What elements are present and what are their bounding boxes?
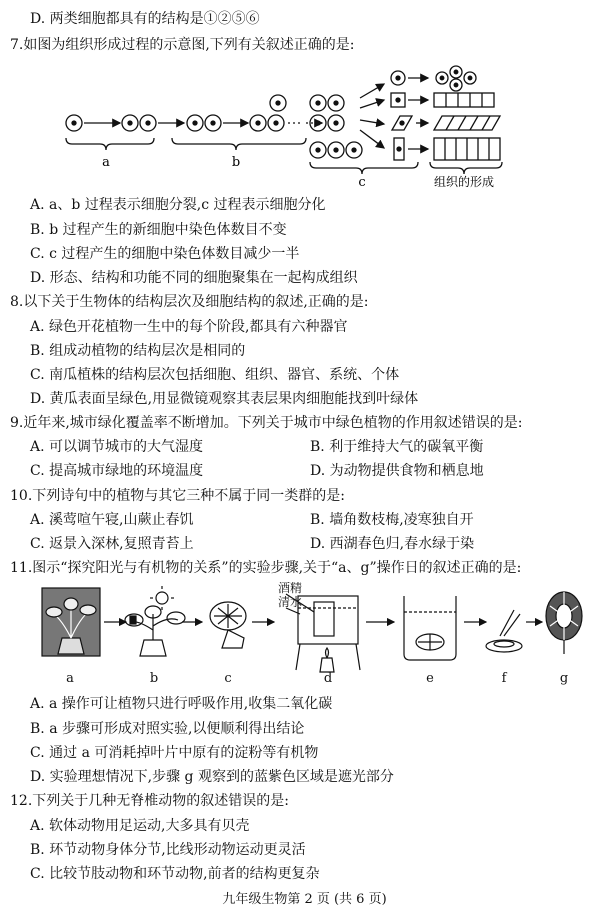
q10-option-c: C. 返景入深林,复照青苔上: [30, 536, 194, 552]
q12-option-c: C. 比较节肢动物和环节动物,前者的结构更复杂: [30, 866, 320, 882]
q11-step-a: a: [66, 671, 74, 686]
q12-option-a: A. 软体动物用足运动,大多具有贝壳: [30, 818, 250, 834]
q9-option-c: C. 提高城市绿地的环境温度: [30, 463, 204, 479]
q11-step-e: e: [426, 671, 434, 686]
q7-stem: 7.如图为组织形成过程的示意图,下列有关叙述正确的是:: [10, 37, 355, 53]
q10-option-a: A. 溪莺喧午寝,山蕨止春饥: [30, 512, 194, 528]
q11-step-b: b: [149, 671, 159, 686]
q11-experiment-figure: [30, 582, 590, 686]
q11-step-g: g: [559, 671, 569, 686]
q11-step-d: d: [323, 671, 333, 686]
q12-option-b: B. 环节动物身体分节,比线形动物运动更灵活: [30, 842, 306, 858]
q11-option-a: A. a 操作可让植物只进行呼吸作用,收集二氧化碳: [30, 696, 333, 712]
page-footer: 九年级生物第 2 页 (共 6 页): [222, 892, 387, 907]
q11-label-water: 清水: [278, 595, 303, 609]
q8-option-c: C. 南瓜植株的结构层次包括细胞、组织、器官、系统、个体: [30, 367, 400, 383]
q11-step-c: c: [224, 671, 232, 686]
q7-option-b: B. b 过程产生的新细胞中染色体数目不变: [30, 222, 287, 238]
q7-label-a: a: [102, 155, 110, 170]
q9-option-d: D. 为动物提供食物和栖息地: [310, 463, 484, 479]
q8-option-a: A. 绿色开花植物一生中的每个阶段,都具有六种器官: [30, 319, 348, 335]
q7-label-c: c: [358, 175, 366, 188]
q10-option-d: D. 西湖春色归,春水绿于染: [310, 536, 475, 552]
q7-option-a: A. a、b 过程表示细胞分裂,c 过程表示细胞分化: [30, 197, 326, 213]
q7-label-tissue: 组织的形成: [433, 175, 495, 188]
q7-label-b: b: [231, 155, 241, 170]
q11-label-alcohol: 酒精: [278, 582, 303, 595]
prev-question-option-d: D. 两类细胞都具有的结构是①②⑤⑥: [30, 11, 260, 27]
q7-tissue-formation-figure: [60, 58, 510, 188]
q11-option-c: C. 通过 a 可消耗掉叶片中原有的淀粉等有机物: [30, 745, 319, 761]
q7-option-c: C. c 过程产生的细胞中染色体数目减少一半: [30, 246, 300, 262]
q9-option-a: A. 可以调节城市的大气湿度: [30, 439, 204, 455]
q8-option-b: B. 组成动植物的结构层次是相同的: [30, 343, 246, 359]
q12-stem: 12.下列关于几种无脊椎动物的叙述错误的是:: [10, 793, 289, 809]
q11-option-d: D. 实验理想情况下,步骤 g 观察到的蓝紫色区域是遮光部分: [30, 769, 394, 785]
q11-option-b: B. a 步骤可形成对照实验,以便顺利得出结论: [30, 721, 305, 737]
q9-option-b: B. 利于维持大气的碳氧平衡: [310, 439, 484, 455]
q8-option-d: D. 黄瓜表面呈绿色,用显微镜观察其表层果肉细胞能找到叶绿体: [30, 391, 419, 407]
q9-stem: 9.近年来,城市绿化覆盖率不断增加。下列关于城市中绿色植物的作用叙述错误的是:: [10, 415, 523, 431]
q10-stem: 10.下列诗句中的植物与其它三种不属于同一类群的是:: [10, 488, 345, 504]
q11-stem: 11.图示“探究阳光与有机物的关系”的实验步骤,关于“a、g”操作日的叙述正确的是:: [10, 560, 522, 576]
q11-step-f: f: [501, 671, 507, 686]
q10-option-b: B. 墙角数枝梅,凌寒独自开: [310, 512, 474, 528]
q8-stem: 8.以下关于生物体的结构层次及细胞结构的叙述,正确的是:: [10, 294, 369, 310]
q7-option-d: D. 形态、结构和功能不同的细胞聚集在一起构成组织: [30, 270, 358, 286]
